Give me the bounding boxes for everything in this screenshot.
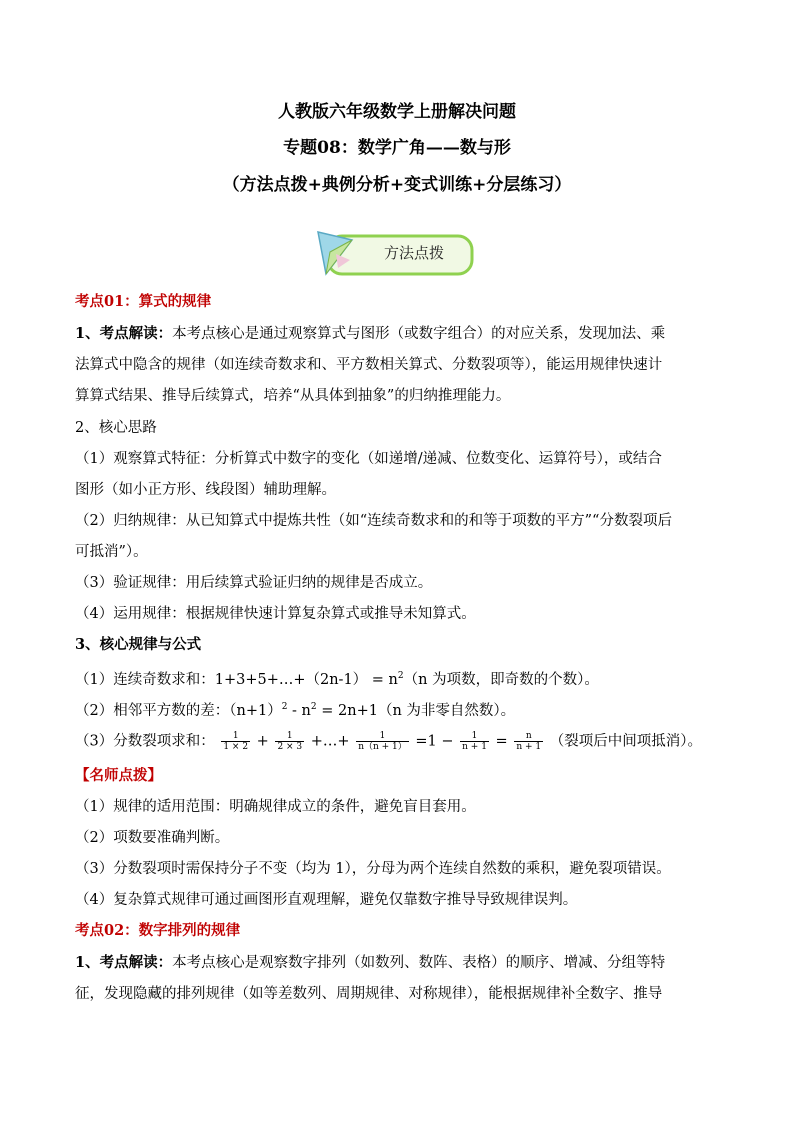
list-item: （1）规律的适用范围：明确规律成立的条件，避免盲目套用。 <box>75 799 476 815</box>
fraction: $\frac{1}{n(n + 1)}$ <box>358 731 407 752</box>
section2-heading: 考点02：数字排列的规律 <box>75 922 241 939</box>
list-item: （3）分数裂项时需保持分子不变（均为 1），分母为两个连续自然数的乘积，避免裂项错误。 <box>75 861 671 877</box>
section1-p3-label: 3、核心规律与公式 <box>75 636 202 653</box>
teacher-tip-heading: 【名师点拨】 <box>75 767 162 784</box>
list-item: （1）观察算式特征：分析算式中数字的变化（如递增/递减、位数变化、运算符号），或结合 <box>75 451 662 467</box>
badge-label: 方法点拨 <box>383 244 444 262</box>
formula-fraction-split: （3）分数裂项求和： $\frac{1}{1 \times 2}$ + $\frac{1}{2 \times 3}$ +…+ $\frac{1}{n(n + 1)}$ =1 − $\frac{1}{n + 1}$ = $\frac{n}{n + 1}$ （裂项后中间项抵消）。 <box>75 731 702 752</box>
list-item: （4）复杂算式规律可通过画图形直观理解，避免仅靠数字推导导致规律误判。 <box>75 892 578 908</box>
fraction: $\frac{1}{n + 1}$ <box>462 731 487 752</box>
list-item: （2）项数要准确判断。 <box>75 830 230 846</box>
section1-p1-line3: 算算式结果、推导后续算式，培养“从具体到抽象”的归纳推理能力。 <box>75 388 511 404</box>
list-item: 可抵消”）。 <box>75 544 148 560</box>
section2-p1-line1: 1、考点解读：本考点核心是观察数字排列（如数列、数阵、表格）的顺序、增减、分组等特 <box>75 954 666 971</box>
section1-p2-label: 2、核心思路 <box>75 420 157 436</box>
section1-p1-line2: 法算式中隐含的规律（如连续奇数求和、平方数相关算式、分数裂项等），能运用规律快速计 <box>75 357 663 373</box>
list-item: （4）运用规律：根据规律快速计算复杂算式或推导未知算式。 <box>75 606 476 622</box>
method-badge <box>316 230 476 276</box>
list-item: （2）归纳规律：从已知算式中提炼共性（如“连续奇数求和的和等于项数的平方”“分数裂项后 <box>75 513 672 529</box>
formula-odd-sum: （1）连续奇数求和：1+3+5+…+（2n-1） = $n^2(n$ 为项数，即奇数的个数）。 <box>75 671 599 688</box>
formula-square-diff: （2）相邻平方数的差：$(n+1)^2 - n^2 = 2n+1(n$ 为非零自然数）。 <box>75 702 516 719</box>
list-item: 图形（如小正方形、线段图）辅助理解。 <box>75 482 336 498</box>
list-item: （3）验证规律：用后续算式验证归纳的规律是否成立。 <box>75 575 433 591</box>
section2-p1-line2: 征，发现隐藏的排列规律（如等差数列、周期规律、对称规律），能根据规律补全数字、推导 <box>75 986 663 1002</box>
doc-subtitle-detail: （方法点拨+典例分析+变式训练+分层练习） <box>222 175 572 195</box>
fraction: $\frac{1}{1 \times 2}$ <box>223 731 249 752</box>
section1-p1-line1: 1、考点解读：本考点核心是通过观察算式与图形（或数字组合）的对应关系，发现加法、乘 <box>75 325 666 342</box>
doc-title: 人教版六年级数学上册解决问题 <box>278 102 516 122</box>
fraction: $\frac{n}{n + 1}$ <box>516 731 542 752</box>
section1-heading: 考点01：算式的规律 <box>75 293 212 310</box>
fraction: $\frac{1}{2 \times 3}$ <box>277 731 303 752</box>
doc-subtitle: 专题08：数学广角——数与形 <box>283 138 511 158</box>
